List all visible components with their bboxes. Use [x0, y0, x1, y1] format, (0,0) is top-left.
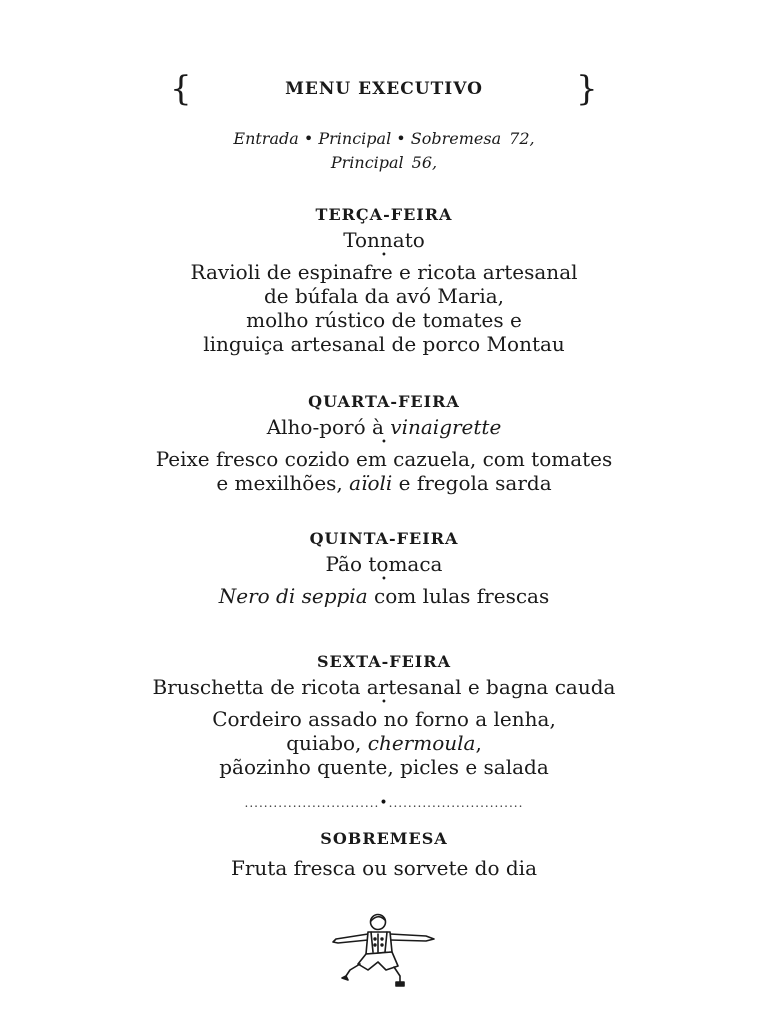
main-quarta-line-2-a: e mexilhões,	[216, 471, 350, 495]
running-boy-mascot-icon	[330, 912, 440, 988]
main-sexta-line-2	[0, 731, 768, 755]
day-title-terca: TERÇA-FEIRA	[315, 205, 453, 224]
left-brace-icon: {	[170, 69, 192, 109]
day-title-sobremesa: SOBREMESA	[320, 829, 448, 848]
pricing-block	[0, 127, 768, 175]
divider-left: ............................	[244, 796, 380, 810]
right-brace-icon: }	[576, 69, 598, 109]
main-terca-line-3: molho rústico de tomates e	[246, 308, 522, 332]
section-quinta	[0, 526, 768, 608]
day-title-quarta: QUARTA-FEIRA	[308, 392, 460, 411]
starter-quinta: Pão tomaca	[325, 552, 443, 576]
starter-quarta-text: Alho-poró à	[266, 415, 391, 439]
section-terca	[0, 202, 768, 356]
separator-dot-icon	[0, 576, 768, 584]
main-sexta-line-3: pãozinho quente, picles e salada	[219, 755, 549, 779]
divider-right: ............................	[388, 796, 524, 810]
price-label-full: Entrada • Principal • Sobremesa	[233, 129, 502, 148]
day-title-sexta: SEXTA-FEIRA	[317, 652, 451, 671]
section-sobremesa	[0, 826, 768, 880]
separator-dot-icon	[0, 252, 768, 260]
main-sexta-line-2-a: quiabo,	[286, 731, 368, 755]
main-terca-line-2: de búfala da avó Maria,	[263, 284, 505, 308]
price-line-full	[0, 127, 768, 151]
menu-title: MENU EXECUTIVO	[285, 79, 483, 99]
main-quinta-text: com lulas frescas	[367, 584, 550, 608]
section-sexta	[0, 649, 768, 779]
divider-dot-icon: •	[379, 795, 389, 811]
separator-dot-icon	[0, 699, 768, 707]
day-title-quinta: QUINTA-FEIRA	[309, 529, 459, 548]
starter-terca: Tonnato	[343, 228, 425, 252]
dotted-divider	[0, 796, 768, 810]
separator-dot-icon	[0, 439, 768, 447]
main-quarta-line-2-italic: aïoli	[349, 471, 393, 495]
main-quinta	[0, 584, 768, 608]
menu-header	[0, 66, 768, 112]
price-label-principal: Principal	[330, 153, 404, 172]
starter-quarta	[0, 415, 768, 439]
dessert-item: Fruta fresca ou sorvete do dia	[230, 856, 537, 880]
section-quarta	[0, 389, 768, 495]
main-sexta-line-2-italic: chermoula	[367, 731, 476, 755]
main-quarta-line-2-b: e fregola sarda	[392, 471, 552, 495]
main-terca-line-1: Ravioli de espinafre e ricota artesanal	[190, 260, 578, 284]
price-value-full: 72,	[509, 129, 535, 148]
starter-quarta-italic: vinaigrette	[390, 415, 502, 439]
main-sexta-line-2-b: ,	[475, 731, 482, 755]
main-terca-line-4: linguiça artesanal de porco Montau	[203, 332, 565, 356]
price-value-principal: 56,	[411, 153, 438, 172]
starter-sexta: Bruschetta de ricota artesanal e bagna cauda	[152, 675, 616, 699]
price-line-principal	[0, 151, 768, 175]
main-quarta-line-1: Peixe fresco cozido em cazuela, com tomates	[155, 447, 613, 471]
main-quarta-line-2	[0, 471, 768, 495]
main-quinta-italic: Nero di seppia	[218, 584, 368, 608]
main-sexta-line-1: Cordeiro assado no forno a lenha,	[212, 707, 556, 731]
